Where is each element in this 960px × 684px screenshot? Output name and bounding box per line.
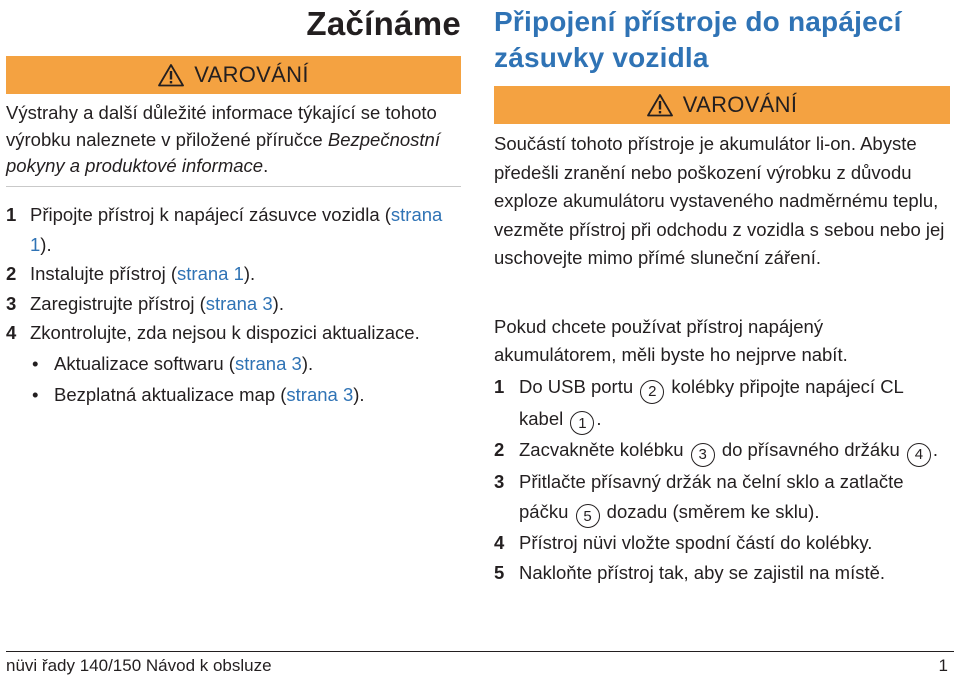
step-text: do přísavného držáku [721,439,900,460]
step-list [6,200,461,348]
step-text: Zacvakněte kolébku [519,439,684,460]
warning-text-end: . [263,155,269,176]
list-item [6,259,461,289]
intro-paragraph: Pokud chcete používat přístroj napájený akumulátorem, měli byste ho nejprve nabít. [494,316,848,365]
list-item [494,558,950,588]
page-link[interactable]: strana 3 [286,383,354,405]
list-item [6,379,461,410]
bullet-text: Aktualizace softwaru ( [54,352,235,374]
step-text-end: ). [40,233,52,255]
page-number: 1 [938,656,948,675]
step-list [494,372,950,588]
bullet-text-end: ). [301,352,314,374]
step-number: 1 [6,204,17,225]
step-text: Nakloňte přístroj tak, aby se zajistil na místě. [519,562,886,583]
step-text: Přitlačte přísavný držák na čelní sklo a zatlačte páčku [519,470,904,522]
warning-text: Součástí tohoto přístroje je akumulátor li-on. Abyste předešli zranění nebo poškození výrobku z důvodu exploze akumulátoru vystaveného nadměrnému teplu, vezměte přístroj při odchodu z vozidla s sebou nebo jej uschovejte mimo přímé sluneční záření. [494,133,945,268]
page-link[interactable]: strana 3 [205,292,273,314]
callout-number: 4 [907,443,931,467]
page-link[interactable]: strana 1 [30,204,443,255]
step-text: Přístroj nüvi vložte spodní částí do kolébky. [519,532,873,553]
warning-text-main: Výstrahy a další důležité informace týkající se tohoto výrobku naleznete v přiložené příručce [6,102,437,150]
list-item [6,289,461,319]
update-bullet-list [6,348,461,410]
list-item [6,348,461,379]
page-title: Začínáme [306,5,461,42]
step-number: 5 [494,562,505,583]
step-text: Zkontrolujte, zda nejsou k dispozici aktualizace. [30,322,420,343]
list-item [494,528,950,558]
step-text-end: . [932,439,939,460]
divider [6,186,461,187]
step-text: dozadu (směrem ke sklu). [606,500,820,522]
callout-number: 2 [640,380,664,404]
step-text-end: ). [243,263,256,284]
warning-text-italic: Bezpečnostní pokyny a produktové informace [6,128,440,176]
footer-manual-title: nüvi řady 140/150 Návod k obsluze [6,656,272,675]
list-item [6,318,461,348]
step-text: Instalujte přístroj ( [30,263,178,284]
step-text: Připojte přístroj k napájecí zásuvce vozidla ( [30,204,391,225]
list-item [494,467,950,529]
warning-text [6,100,461,180]
warning-triangle-icon [647,93,673,117]
step-number: 1 [494,376,505,397]
footer-divider [6,651,954,652]
warning-box [6,56,461,187]
step-number: 2 [6,263,17,284]
step-text: Do USB portu [519,376,634,397]
warning-label: VAROVÁNÍ [194,62,309,87]
section-title: Připojení přístroje do napájecí zásuvky vozidla [494,6,902,73]
step-number: 2 [494,439,505,460]
list-item [494,435,950,467]
callout-number: 3 [691,443,715,467]
warning-header [494,86,950,124]
page-link[interactable]: strana 1 [177,263,244,284]
list-item [6,200,461,259]
step-text: Zaregistrujte přístroj ( [30,292,206,314]
getting-started-list [6,200,461,410]
step-number: 4 [6,322,17,343]
step-text-end: . [596,407,602,429]
callout-number: 5 [576,504,600,528]
list-item [494,372,950,435]
step-text: kolébky připojte napájecí CL kabel [519,376,904,429]
warning-label: VAROVÁNÍ [682,92,798,117]
step-number: 4 [494,532,505,553]
warning-box [494,86,950,273]
bullet-text: Bezplatná aktualizace map ( [54,383,287,405]
warning-header [6,56,461,94]
step-number: 3 [494,470,505,492]
bullet-text-end: ). [353,383,365,405]
step-text-end: ). [272,292,284,314]
callout-number: 1 [570,411,594,435]
page-link[interactable]: strana 3 [234,352,302,374]
warning-triangle-icon [158,63,184,87]
step-number: 3 [6,292,17,314]
